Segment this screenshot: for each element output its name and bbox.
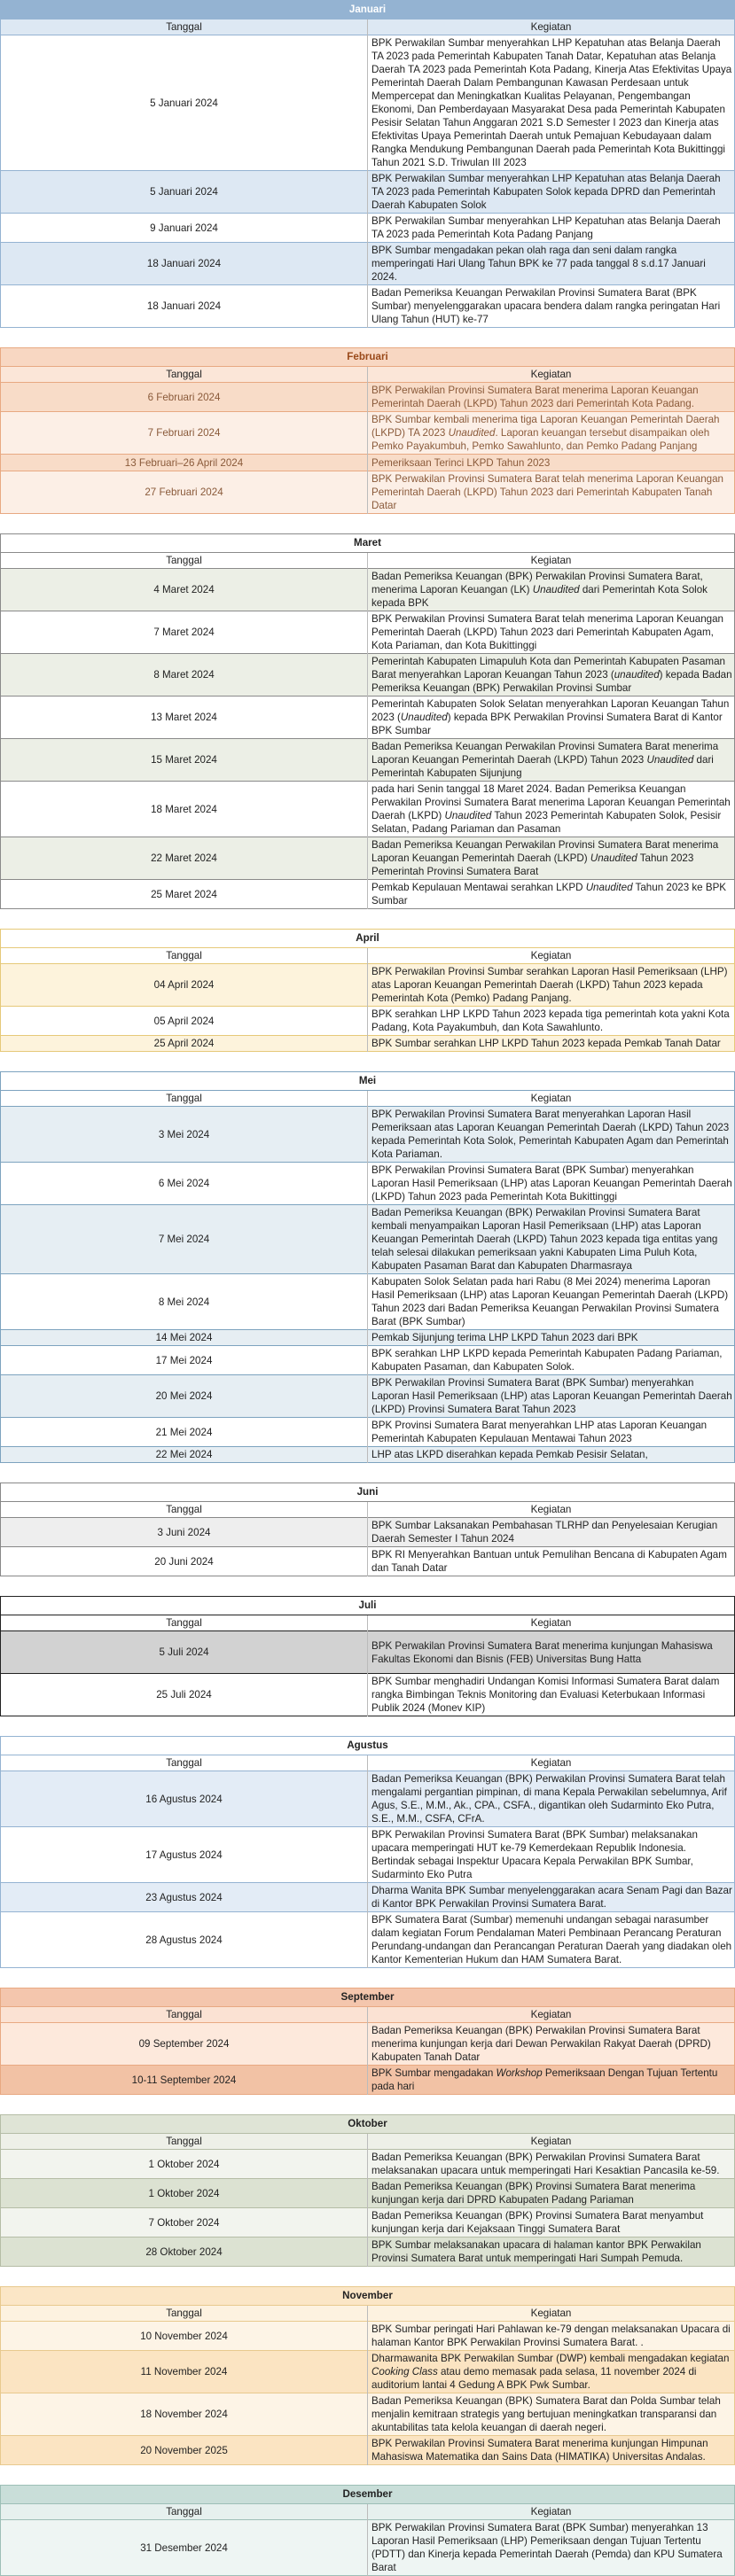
- table-row: [1, 285, 735, 328]
- row-activity: BPK Perwakilan Sumbar menyerahkan LHP Kepatuhan atas Belanja Daerah TA 2023 pada Pemerintah Kabupaten Tanah Datar, Kepatuhan atas Belanja Daerah TA 2023 pada Pemerintah Kota Padang, Kinerja Atas Efektivitas Upaya Pemerintah Daerah Dalam Pembangunan Kawasan Perdesaan untuk Mempercepat dan Meningkatkan Kualitas Pelayanan, Pengembangan Ekonomi, Dan Pemberdayaan Masyarakat Desa pada Pemerintah Kabupaten Pesisir Selatan Tahun Anggaran 2021 S.D Semester I 2023 dan Kinerja atas Efektivitas Upaya Pemerintah Daerah untuk Pemajuan Kebudayaan dalam Rangka Mendukung Pembangunan Daerah pada Pemerintah Kota Bukittinggi Tahun 2021 S.D. Triwulan III 2023: [371, 37, 732, 168]
- month-title: Agustus: [1, 1737, 735, 1755]
- row-activity: BPK Perwakilan Provinsi Sumatera Barat menerima Laporan Keuangan Pemerintah Daerah (LKPD) Tahun 2023 dari Pemerintah Kota Padang.: [371, 385, 699, 409]
- table-row: [1, 2150, 735, 2179]
- section-gap: [0, 1463, 735, 1483]
- row-activity: BPK Perwakilan Provinsi Sumatera Barat telah menerima Laporan Keuangan Pemerintah Daerah (LKPD) Tahun 2023 dari Pemerintah Kabupaten Tanah Datar: [371, 473, 723, 511]
- row-date: 27 Februari 2024: [1, 471, 368, 514]
- table-header: [1, 367, 735, 383]
- row-date: 18 Januari 2024: [1, 243, 368, 285]
- table-row: [1, 2436, 735, 2465]
- table-row: [1, 471, 735, 514]
- row-activity: BPK Perwakilan Sumbar menyerahkan LHP Kepatuhan atas Belanja Daerah TA 2023 pada Pemerintah Kabupaten Solok kepada DPRD dan Pemerintah Daerah Kabupaten Solok: [371, 173, 721, 211]
- section-gap: [0, 1052, 735, 1071]
- row-activity: BPK Perwakilan Provinsi Sumatera Barat telah menerima Laporan Keuangan Pemerintah Daerah (LKPD) Tahun 2023 dari Pemerintah Kabupaten Agam, Kota Pariaman, dan Kota Bukittinggi: [371, 613, 723, 651]
- month-title: Juni: [1, 1483, 735, 1502]
- header-activity: Kegiatan: [530, 2136, 572, 2147]
- table-header: [1, 1091, 735, 1107]
- table-header: [1, 1755, 735, 1771]
- row-date: 1 Oktober 2024: [1, 2150, 368, 2179]
- row-activity: Badan Pemeriksa Keuangan Perwakilan Provinsi Sumatera Barat menerima Laporan Keuangan Pemerintah Daerah (LKPD) Unaudited Tahun 2023 Pemerintah Provinsi Sumatera Barat: [371, 839, 719, 877]
- month-section-februari: [0, 347, 735, 514]
- table-row: [1, 2179, 735, 2208]
- row-date: 10 November 2024: [1, 2322, 368, 2351]
- row-date: 23 Agustus 2024: [1, 1883, 368, 1912]
- table-header: [1, 2134, 735, 2150]
- section-gap: [0, 328, 735, 347]
- row-activity: BPK Perwakilan Provinsi Sumatera Barat (BPK Sumbar) menyerahkan Laporan Hasil Pemeriksaan (LHP) atas Laporan Keuangan Pemerintah Daerah (LKPD) Provinsi Sumatera Barat Tahun 2023: [371, 1377, 732, 1415]
- table-header: [1, 2504, 735, 2520]
- row-date: 1 Oktober 2024: [1, 2179, 368, 2208]
- table-row: [1, 2023, 735, 2066]
- row-date: 5 Juli 2024: [1, 1631, 368, 1674]
- table-row: [1, 35, 735, 171]
- row-date: 20 November 2025: [1, 2436, 368, 2465]
- table-row: [1, 654, 735, 697]
- row-date: 05 April 2024: [1, 1007, 368, 1036]
- month-section-januari: [0, 0, 735, 328]
- header-activity: Kegiatan: [530, 1757, 572, 1769]
- month-title: Oktober: [1, 2115, 735, 2134]
- table-row: [1, 1827, 735, 1883]
- table-header: [1, 2306, 735, 2322]
- table-row: [1, 2393, 735, 2436]
- month-title: Desember: [1, 2486, 735, 2504]
- row-date: 7 Februari 2024: [1, 412, 368, 455]
- header-activity: Kegiatan: [530, 2506, 572, 2518]
- row-activity: BPK Sumbar serahkan LHP LKPD Tahun 2023 kepada Pemkab Tanah Datar: [371, 1038, 721, 1049]
- month-title: Mei: [1, 1072, 735, 1091]
- row-activity: BPK Perwakilan Provinsi Sumatera Barat menerima kunjungan Himpunan Mahasiswa Matematika dan Sains Data (HIMATIKA) Universitas Andalas.: [371, 2438, 708, 2463]
- row-activity: Badan Pemeriksa Keuangan (BPK) Perwakilan Provinsi Sumatera Barat melaksanakan upacara untuk memperingati Hari Kesaktian Pancasila ke-59.: [371, 2152, 720, 2176]
- section-gap: [0, 1716, 735, 1736]
- row-activity: BPK Sumbar kembali menerima tiga Laporan Keuangan Pemerintah Daerah (LKPD) TA 2023 Unaudited. Laporan keuangan tersebut disampaikan oleh Pemko Payakumbuh, Pemko Sawahlunto, dan Pemko Padang Panjang: [371, 414, 720, 452]
- row-activity: Badan Pemeriksa Keuangan Perwakilan Provinsi Sumatera Barat menerima Laporan Keuangan Pemerintah Daerah (LKPD) Tahun 2023 Unaudited dari Pemerintah Kabupaten Sijunjung: [371, 741, 719, 779]
- row-activity: Dharmawanita BPK Perwakilan Sumbar (DWP) kembali mengadakan kegiatan Cooking Class atau demo memasak pada selasa, 11 november 2024 di auditorium lantai 4 Gedung A BPK Pwk Sumbar.: [371, 2353, 730, 2391]
- table-header: [1, 553, 735, 569]
- month-section-desember: [0, 2485, 735, 2576]
- header-date: Tanggal: [1, 19, 368, 35]
- month-section-oktober: [0, 2114, 735, 2267]
- table-row: [1, 455, 735, 471]
- row-date: 25 Juli 2024: [1, 1674, 368, 1716]
- row-activity: BPK Sumbar Laksanakan Pembahasan TLRHP dan Penyelesaian Kerugian Daerah Semester I Tahun 2024: [371, 1520, 718, 1545]
- header-date: Tanggal: [1, 553, 368, 569]
- month-title: Maret: [1, 534, 735, 553]
- table-row: [1, 1912, 735, 1968]
- header-activity: Kegiatan: [530, 2009, 572, 2020]
- row-date: 28 Oktober 2024: [1, 2237, 368, 2267]
- row-date: 28 Agustus 2024: [1, 1912, 368, 1968]
- row-activity: Pemkab Kepulauan Mentawai serahkan LKPD Unaudited Tahun 2023 ke BPK Sumbar: [371, 882, 727, 907]
- row-activity: BPK Sumbar mengadakan Workshop Pemeriksaan Dengan Tujuan Tertentu pada hari: [371, 2067, 718, 2092]
- header-activity: Kegiatan: [530, 1617, 572, 1629]
- row-date: 10-11 September 2024: [1, 2066, 368, 2095]
- table-row: [1, 880, 735, 909]
- table-row: [1, 611, 735, 654]
- row-date: 5 Januari 2024: [1, 35, 368, 171]
- table-row: [1, 1007, 735, 1036]
- row-activity: BPK Perwakilan Provinsi Sumatera Barat (BPK Sumbar) menyerahkan Laporan Hasil Pemeriksaan (LHP) atas Laporan Keuangan Pemerintah Daerah (LKPD) Tahun 2023 pada Pemerintah Kota Bukittinggi: [371, 1164, 732, 1202]
- table-header: [1, 948, 735, 964]
- table-header: [1, 1502, 735, 1518]
- row-activity: BPK Perwakilan Provinsi Sumatera Barat menyerahkan Laporan Hasil Pemeriksaan atas Laporan Keuangan Pemerintah Daerah (LKPD) Tahun 2023 kepada Pemerintah Kota Solok, Pemerintah Kabupaten Agam dan Pemerintah Kota Pariaman.: [371, 1109, 730, 1160]
- row-date: 3 Juni 2024: [1, 1518, 368, 1547]
- month-section-juni: [0, 1483, 735, 1576]
- row-activity: Badan Pemeriksa Keuangan (BPK) Provinsi Sumatera Barat menerima kunjungan kerja dari DPRD Kabupaten Padang Pariaman: [371, 2181, 696, 2206]
- month-title: Juli: [1, 1597, 735, 1615]
- month-title: Februari: [1, 348, 735, 367]
- table-row: [1, 1418, 735, 1447]
- header-activity: Kegiatan: [530, 555, 572, 566]
- row-activity: Dharma Wanita BPK Sumbar menyelenggarakan acara Senam Pagi dan Bazar di Kantor BPK Perwakilan Provinsi Sumatera Barat.: [371, 1885, 732, 1910]
- row-date: 11 November 2024: [1, 2351, 368, 2393]
- row-activity: BPK Sumbar melaksanakan upacara di halaman kantor BPK Perwakilan Provinsi Sumatera Barat untuk memperingati Hari Sumpah Pemuda.: [371, 2239, 701, 2264]
- table-row: [1, 1107, 735, 1163]
- table-row: [1, 569, 735, 611]
- row-date: 6 Mei 2024: [1, 1163, 368, 1205]
- month-title: Januari: [1, 1, 735, 19]
- table-row: [1, 2208, 735, 2237]
- month-title: November: [1, 2287, 735, 2306]
- row-activity: BPK Sumbar peringati Hari Pahlawan ke-79 dengan melaksanakan Upacara di halaman Kantor BPK Perwakilan Provinsi Sumatera Barat. .: [371, 2323, 731, 2348]
- header-date: Tanggal: [1, 1502, 368, 1518]
- row-date: 18 Januari 2024: [1, 285, 368, 328]
- row-activity: Kabupaten Solok Selatan pada hari Rabu (8 Mei 2024) menerima Laporan Hasil Pemeriksaan (LHP) atas Laporan Keuangan Pemerintah Daerah (LKPD) Tahun 2023 dari Badan Pemeriksa Keuangan Perwakilan Provinsi Sumatera Barat (BPK Sumbar): [371, 1276, 729, 1327]
- row-activity: BPK Perwakilan Provinsi Sumatera Barat (BPK Sumbar) melaksanakan upacara memperingati HUT ke-79 Kemerdekaan Republik Indonesia. Bertindak sebagai Inspektur Upacara Kepala Perwakilan BPK Sumbar, Sudarminto Eko Putra: [371, 1829, 698, 1880]
- month-title: September: [1, 1988, 735, 2007]
- table-row: [1, 1346, 735, 1375]
- row-activity: BPK Sumbar menghadiri Undangan Komisi Informasi Sumatera Barat dalam rangka Bimbingan Teknis Monitoring dan Evaluasi Keterbukaan Informasi Publik 2024 (Monev KIP): [371, 1676, 720, 1714]
- table-row: [1, 837, 735, 880]
- row-date: 22 Mei 2024: [1, 1447, 368, 1463]
- row-date: 04 April 2024: [1, 964, 368, 1007]
- header-date: Tanggal: [1, 2504, 368, 2520]
- table-row: [1, 1375, 735, 1418]
- row-date: 8 Mei 2024: [1, 1274, 368, 1330]
- header-date: Tanggal: [1, 367, 368, 383]
- section-gap: [0, 2465, 735, 2485]
- row-date: 25 Maret 2024: [1, 880, 368, 909]
- row-activity: Pemerintah Kabupaten Limapuluh Kota dan Pemerintah Kabupaten Pasaman Barat menyerahkan Laporan Keuangan Tahun 2023 (unaudited) kepada Badan Pemeriksa Keuangan (BPK) Perwakilan Provinsi Sumbar: [371, 656, 732, 694]
- table-row: [1, 2322, 735, 2351]
- table-row: [1, 2237, 735, 2267]
- table-row: [1, 1447, 735, 1463]
- row-activity: BPK Sumbar mengadakan pekan olah raga dan seni dalam rangka memperingati Hari Ulang Tahun BPK ke 77 pada tanggal 8 s.d.17 Januari 2024.: [371, 245, 706, 283]
- row-activity: Pemerintah Kabupaten Solok Selatan menyerahkan Laporan Keuangan Tahun 2023 (Unaudited) kepada BPK Perwakilan Provinsi Sumatera Barat di Kantor BPK Sumbar: [371, 698, 730, 736]
- row-date: 20 Mei 2024: [1, 1375, 368, 1418]
- row-date: 3 Mei 2024: [1, 1107, 368, 1163]
- row-activity: LHP atas LKPD diserahkan kepada Pemkab Pesisir Selatan,: [371, 1449, 648, 1460]
- month-section-maret: [0, 533, 735, 909]
- row-date: 7 Mei 2024: [1, 1205, 368, 1274]
- header-date: Tanggal: [1, 1755, 368, 1771]
- row-date: 17 Agustus 2024: [1, 1827, 368, 1883]
- row-date: 4 Maret 2024: [1, 569, 368, 611]
- table-row: [1, 697, 735, 739]
- section-gap: [0, 2267, 735, 2286]
- row-activity: BPK serahkan LHP LKPD Tahun 2023 kepada tiga pemerintah kota yakni Kota Padang, Kota Payakumbuh, dan Kota Sawahlunto.: [371, 1008, 730, 1033]
- table-row: [1, 243, 735, 285]
- row-activity: BPK serahkan LHP LKPD kepada Pemerintah Kabupaten Padang Pariaman, Kabupaten Pasaman, dan Kabupaten Solok.: [371, 1348, 723, 1373]
- row-date: 8 Maret 2024: [1, 654, 368, 697]
- header-date: Tanggal: [1, 1615, 368, 1631]
- row-activity: Badan Pemeriksa Keuangan (BPK) Perwakilan Provinsi Sumatera Barat kembali menyampaikan Laporan Hasil Pemeriksaan (LHP) atas Laporan Keuangan Pemerintah Daerah (LKPD) Tahun 2023 kepada tiga entitas yang telah selesai dilakukan pemeriksaan yakni Kabupaten Lima Puluh Kota, Kabupaten Pasaman Barat dan Kabupaten Dharmasraya: [371, 1207, 718, 1272]
- table-row: [1, 2066, 735, 2095]
- row-date: 6 Februari 2024: [1, 383, 368, 412]
- row-activity: BPK Provinsi Sumatera Barat menyerahkan LHP atas Laporan Keuangan Pemerintah Kabupaten Kepulauan Mentawai Tahun 2023: [371, 1420, 708, 1444]
- table-row: [1, 171, 735, 214]
- row-activity: BPK Perwakilan Sumbar menyerahkan LHP Kepatuhan atas Belanja Daerah TA 2023 pada Pemerintah Kota Padang Panjang: [371, 215, 721, 240]
- header-activity: Kegiatan: [530, 1504, 572, 1515]
- table-row: [1, 1547, 735, 1576]
- row-activity: BPK Sumatera Barat (Sumbar) memenuhi undangan sebagai narasumber dalam kegiatan Forum Pendalaman Materi Pembinaan Perancang Peraturan Perundang-undangan dan Perancangan Peraturan Daerah yang diadakan oleh Kantor Kementerian Hukum dan HAM Sumatera Barat.: [371, 1914, 732, 1965]
- row-activity: BPK Perwakilan Provinsi Sumbar serahkan Laporan Hasil Pemeriksaan (LHP) atas Laporan Keuangan Pemerintah Daerah (LKPD) Tahun 2023 kepada Pemerintah Kota (Pemko) Padang Panjang.: [371, 966, 728, 1004]
- row-activity: Badan Pemeriksa Keuangan (BPK) Provinsi Sumatera Barat menyambut kunjungan kerja dari Kejaksaan Tinggi Sumatera Barat: [371, 2210, 704, 2235]
- header-date: Tanggal: [1, 1091, 368, 1107]
- table-row: [1, 1771, 735, 1827]
- table-header: [1, 2007, 735, 2023]
- row-activity: Badan Pemeriksa Keuangan (BPK) Sumatera Barat dan Polda Sumbar telah menjalin kemitraan strategis yang bertujuan meningkatkan transparansi dan akuntabilitas tata kelola keuangan di daerah negeri.: [371, 2395, 721, 2433]
- row-date: 22 Maret 2024: [1, 837, 368, 880]
- row-date: 13 Maret 2024: [1, 697, 368, 739]
- row-date: 17 Mei 2024: [1, 1346, 368, 1375]
- section-gap: [0, 1576, 735, 1596]
- row-activity: BPK RI Menyerahkan Bantuan untuk Pemulihan Bencana di Kabupaten Agam dan Tanah Datar: [371, 1549, 727, 1574]
- section-gap: [0, 2095, 735, 2114]
- header-activity: Kegiatan: [530, 369, 572, 380]
- table-row: [1, 1674, 735, 1716]
- header-date: Tanggal: [1, 2134, 368, 2150]
- table-row: [1, 2520, 735, 2576]
- header-activity: Kegiatan: [530, 1093, 572, 1104]
- table-row: [1, 1330, 735, 1346]
- row-date: 16 Agustus 2024: [1, 1771, 368, 1827]
- month-section-november: [0, 2286, 735, 2465]
- header-activity: Kegiatan: [530, 2308, 572, 2319]
- row-activity: Badan Pemeriksa Keuangan (BPK) Perwakilan Provinsi Sumatera Barat, menerima Laporan Keuangan (LK) Unaudited dari Pemerintah Kota Solok kepada BPK: [371, 571, 708, 609]
- row-date: 18 Maret 2024: [1, 782, 368, 837]
- table-row: [1, 1036, 735, 1052]
- row-activity: pada hari Senin tanggal 18 Maret 2024. Badan Pemeriksa Keuangan Perwakilan Provinsi Sumatera Barat menerima Laporan Keuangan Pemerintah Daerah (LKPD) Unaudited Tahun 2023 Pemerintah Kabupaten Solok, Pesisir Selatan, Padang Pariaman dan Pasaman: [371, 783, 731, 835]
- row-date: 18 November 2024: [1, 2393, 368, 2436]
- table-row: [1, 412, 735, 455]
- month-section-juli: [0, 1596, 735, 1716]
- table-row: [1, 964, 735, 1007]
- section-gap: [0, 909, 735, 929]
- table-row: [1, 1883, 735, 1912]
- row-activity: Pemeriksaan Terinci LKPD Tahun 2023: [371, 456, 551, 469]
- header-activity: Kegiatan: [530, 950, 572, 961]
- table-row: [1, 2351, 735, 2393]
- row-activity: Badan Pemeriksa Keuangan Perwakilan Provinsi Sumatera Barat (BPK Sumbar) menyelenggarakan upacara bendera dalam rangka peringatan Hari Ulang Tahun (HUT) ke-77: [371, 287, 721, 325]
- row-date: 31 Desember 2024: [1, 2520, 368, 2576]
- row-date: 13 Februari–26 April 2024: [1, 455, 368, 471]
- header-activity: Kegiatan: [530, 21, 572, 33]
- table-row: [1, 383, 735, 412]
- row-date: 09 September 2024: [1, 2023, 368, 2066]
- row-activity: Badan Pemeriksa Keuangan (BPK) Perwakilan Provinsi Sumatera Barat telah mengalami pergantian pimpinan, di mana Kepala Perwakilan sebelumnya, Arif Agus, S.E., M.M., Ak., CPA., CSFA., digantikan oleh Sudarminto Eko Putra, S.E., M.M., CSFA, CFrA.: [371, 1773, 727, 1825]
- row-date: 7 Maret 2024: [1, 611, 368, 654]
- row-activity: BPK Perwakilan Provinsi Sumatera Barat menerima kunjungan Mahasiswa Fakultas Ekonomi dan Bisnis (FEB) Universitas Bung Hatta: [371, 1639, 713, 1665]
- row-activity: BPK Perwakilan Provinsi Sumatera Barat (BPK Sumbar) menyerahkan 13 Laporan Hasil Pemeriksaan (LHP) Pemeriksaan dengan Tujuan Tertentu (PDTT) dan Kinerja kepada Pemerintah Daerah (Pemda) dan KPU Sumatera Barat: [371, 2522, 723, 2573]
- table-header: [1, 1615, 735, 1631]
- row-date: 9 Januari 2024: [1, 214, 368, 243]
- row-date: 21 Mei 2024: [1, 1418, 368, 1447]
- table-row: [1, 1518, 735, 1547]
- row-date: 15 Maret 2024: [1, 739, 368, 782]
- table-header: [1, 19, 735, 35]
- section-gap: [0, 514, 735, 533]
- table-row: [1, 1631, 735, 1674]
- row-date: 25 April 2024: [1, 1036, 368, 1052]
- table-row: [1, 782, 735, 837]
- table-row: [1, 1205, 735, 1274]
- section-gap: [0, 1968, 735, 1988]
- month-section-agustus: [0, 1736, 735, 1968]
- row-date: 14 Mei 2024: [1, 1330, 368, 1346]
- row-date: 5 Januari 2024: [1, 171, 368, 214]
- row-date: 7 Oktober 2024: [1, 2208, 368, 2237]
- month-section-april: [0, 929, 735, 1052]
- table-row: [1, 1274, 735, 1330]
- row-activity: Badan Pemeriksa Keuangan (BPK) Perwakilan Provinsi Sumatera Barat menerima kunjungan kerja dari Dewan Perwakilan Rakyat Daerah (DPRD) Kabupaten Tanah Datar: [371, 2025, 711, 2063]
- table-row: [1, 214, 735, 243]
- header-date: Tanggal: [1, 948, 368, 964]
- row-date: 20 Juni 2024: [1, 1547, 368, 1576]
- month-section-september: [0, 1988, 735, 2095]
- month-section-mei: [0, 1071, 735, 1463]
- row-activity: Pemkab Sijunjung terima LHP LKPD Tahun 2023 dari BPK: [371, 1332, 638, 1343]
- month-title: April: [1, 930, 735, 948]
- header-date: Tanggal: [1, 2007, 368, 2023]
- table-row: [1, 1163, 735, 1205]
- table-row: [1, 739, 735, 782]
- header-date: Tanggal: [1, 2306, 368, 2322]
